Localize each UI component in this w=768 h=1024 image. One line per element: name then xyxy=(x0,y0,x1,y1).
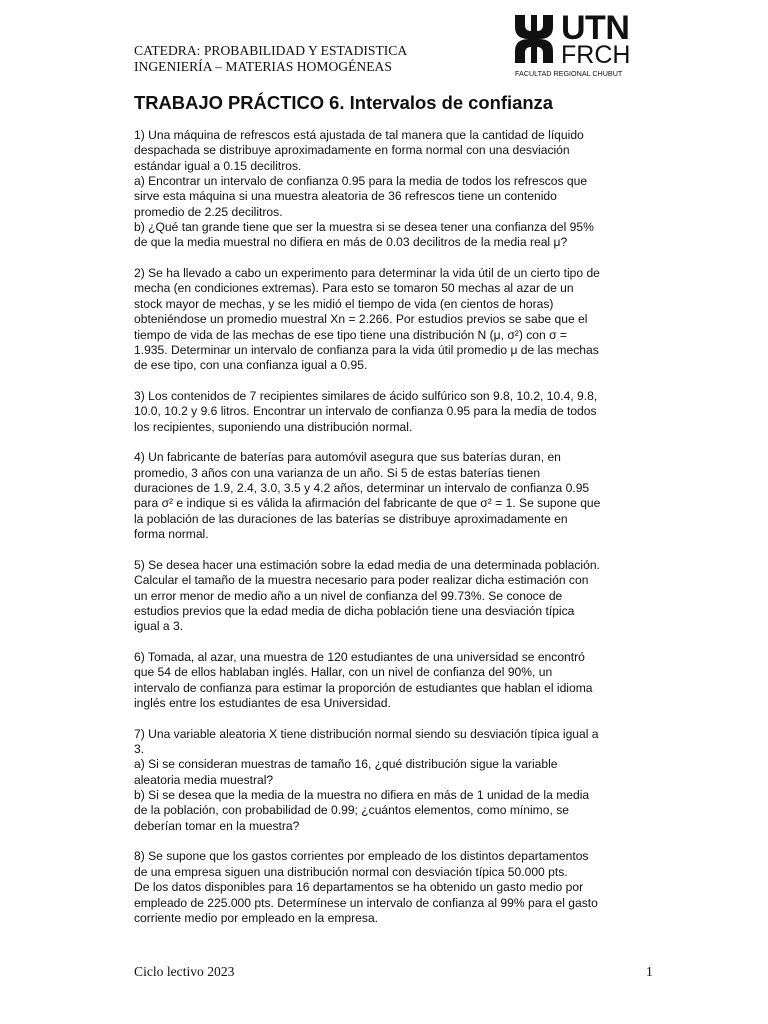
exercise-line: de la población, con probabilidad de 0.99; ¿cuántos elementos, como mínimo, se xyxy=(134,803,569,818)
exercise-line: 1.935. Determinar un intervalo de confianza para la vida útil promedio μ de las mechas xyxy=(134,342,599,357)
exercise-line: 10.0, 10.2 y 9.6 litros. Encontrar un intervalo de confianza 0.95 para la media de todos xyxy=(134,404,597,419)
exercise-line: 3. xyxy=(134,742,145,757)
exercise-list xyxy=(134,128,636,942)
logo-subtitle: FACULTAD REGIONAL CHUBUT xyxy=(515,69,623,78)
page-title: TRABAJO PRÁCTICO 6. Intervalos de confianza xyxy=(134,92,553,113)
exercise-line: 7) Una variable aleatoria X tiene distribución normal siendo su desviación típica igual a xyxy=(134,726,599,741)
exercise-line: forma normal. xyxy=(134,527,209,542)
exercise-line: de ese tipo, con una confianza igual a 0.95. xyxy=(134,358,368,373)
exercise-4 xyxy=(134,450,636,542)
exercise-2 xyxy=(134,266,636,373)
exercise-5 xyxy=(134,558,636,635)
exercise-line: 2) Se ha llevado a cabo un experimento para determinar la vida útil de un cierto tipo de xyxy=(134,266,600,281)
exercise-line: 1) Una máquina de refrescos está ajustada de tal manera que la cantidad de líquido xyxy=(134,128,584,142)
exercise-line: 5) Se desea hacer una estimación sobre la edad media de una determinada población. xyxy=(134,557,600,572)
exercise-line: promedio de 2.25 decilitros. xyxy=(134,204,283,219)
course-name: CATEDRA: PROBABILIDAD Y ESTADISTICA xyxy=(134,43,408,58)
exercise-line: la población de las duraciones de las baterías se distribuye aproximadamente en xyxy=(134,511,568,526)
exercise-line: de que la media muestral no difiera en más de 0.03 decilitros de la media real μ? xyxy=(134,235,568,250)
footer-cycle: Ciclo lectivo 2023 xyxy=(134,964,235,979)
exercise-line: 8) Se supone que los gastos corrientes por empleado de los distintos departamentos xyxy=(134,849,589,864)
exercise-line: 6) Tomada, al azar, una muestra de 120 estudiantes de una universidad se encontró xyxy=(134,649,585,664)
logo-frch-text: FRCH xyxy=(561,41,631,69)
exercise-line: igual a 3. xyxy=(134,619,184,634)
exercise-line: mecha (en condiciones extremas). Para esto se tomaron 50 mechas al azar de un xyxy=(134,281,574,296)
exercise-line: stock mayor de mechas, y se les midió el tiempo de vida (en cientos de horas) xyxy=(134,296,554,311)
exercise-line: sirve esta máquina si una muestra aleatoria de 36 refrescos tiene un contenido xyxy=(134,189,557,204)
exercise-line: de una empresa siguen una distribución normal con desviación típica 50.000 pts. xyxy=(134,864,568,879)
exercise-line: b) ¿Qué tan grande tiene que ser la muestra si se desea tener una confianza del 95% xyxy=(134,220,594,235)
exercise-line: estudios previos que la edad media de dicha población tiene una desviación típica xyxy=(134,603,575,618)
exercise-line: intervalo de confianza para estimar la proporción de estudiantes que hablan el idioma xyxy=(134,680,593,695)
exercise-line: inglés entre los estudiantes de esa Universidad. xyxy=(134,695,391,710)
utn-frch-logo xyxy=(513,9,633,81)
exercise-line: promedio, 3 años con una varianza de un año. Si 5 de estas baterías tienen xyxy=(134,465,541,480)
exercise-line: De los datos disponibles para 16 departamentos se ha obtenido un gasto medio por xyxy=(134,880,584,895)
page-number: 1 xyxy=(646,964,653,979)
exercise-line: los recipientes, suponiendo una distribución normal. xyxy=(134,419,413,434)
exercise-line: a) Si se consideran muestras de tamaño 16, ¿qué distribución sigue la variable xyxy=(134,757,558,772)
exercise-3 xyxy=(134,389,636,435)
exercise-line: duraciones de 1.9, 2.4, 3.0, 3.5 y 4.2 años, determinar un intervalo de confianza 0.95 xyxy=(134,481,590,496)
exercise-7 xyxy=(134,727,636,834)
exercise-line: empleado de 225.000 pts. Determínese un intervalo de confianza al 99% para el gasto xyxy=(134,895,598,910)
exercise-line: obteniéndose un promedio muestral Xn = 2.266. Por estudios previos se sabe que el xyxy=(134,312,588,327)
course-subtitle: INGENIERÍA – MATERIAS HOMOGÉNEAS xyxy=(134,59,392,74)
course-header xyxy=(134,43,407,75)
exercise-line: 3) Los contenidos de 7 recipientes similares de ácido sulfúrico son 9.8, 10.2, 10.4, 9.8, xyxy=(134,388,598,403)
exercise-line: para σ² e indique si es válida la afirmación del fabricante de que σ² = 1. Se supone que xyxy=(134,496,601,511)
exercise-line: un error menor de medio año a un nivel de confianza del 99.73%. Se conoce de xyxy=(134,588,563,603)
exercise-line: Calcular el tamaño de la muestra necesario para poder realizar dicha estimación con xyxy=(134,573,589,588)
exercise-line: que 54 de ellos hablaban inglés. Hallar, con un nivel de confianza del 90%, un xyxy=(134,665,553,680)
exercise-line: corriente medio por empleado en la empresa. xyxy=(134,910,379,925)
exercise-line: aleatoria media muestral? xyxy=(134,772,274,787)
exercise-line: deberían tomar en la muestra? xyxy=(134,818,300,833)
exercise-6 xyxy=(134,650,636,711)
exercise-line: a) Encontrar un intervalo de confianza 0.95 para la media de todos los refrescos que xyxy=(134,174,588,189)
exercise-line: 4) Un fabricante de baterías para automóvil asegura que sus baterías duran, en xyxy=(134,450,561,465)
exercise-line: tiempo de vida de las mechas de ese tipo tiene una distribución N (μ, σ²) con σ = xyxy=(134,327,567,342)
exercise-line: despachada se distribuye aproximadamente en forma normal con una desviación xyxy=(134,143,570,158)
logo-utn-text: UTN xyxy=(561,9,630,47)
exercise-8 xyxy=(134,849,636,926)
exercise-line: estándar igual a 0.15 decilitros. xyxy=(134,158,302,173)
exercise-1 xyxy=(134,128,636,251)
exercise-line: b) Si se desea que la media de la muestra no difiera en más de 1 unidad de la media xyxy=(134,788,590,803)
utn-emblem-icon xyxy=(513,13,555,65)
